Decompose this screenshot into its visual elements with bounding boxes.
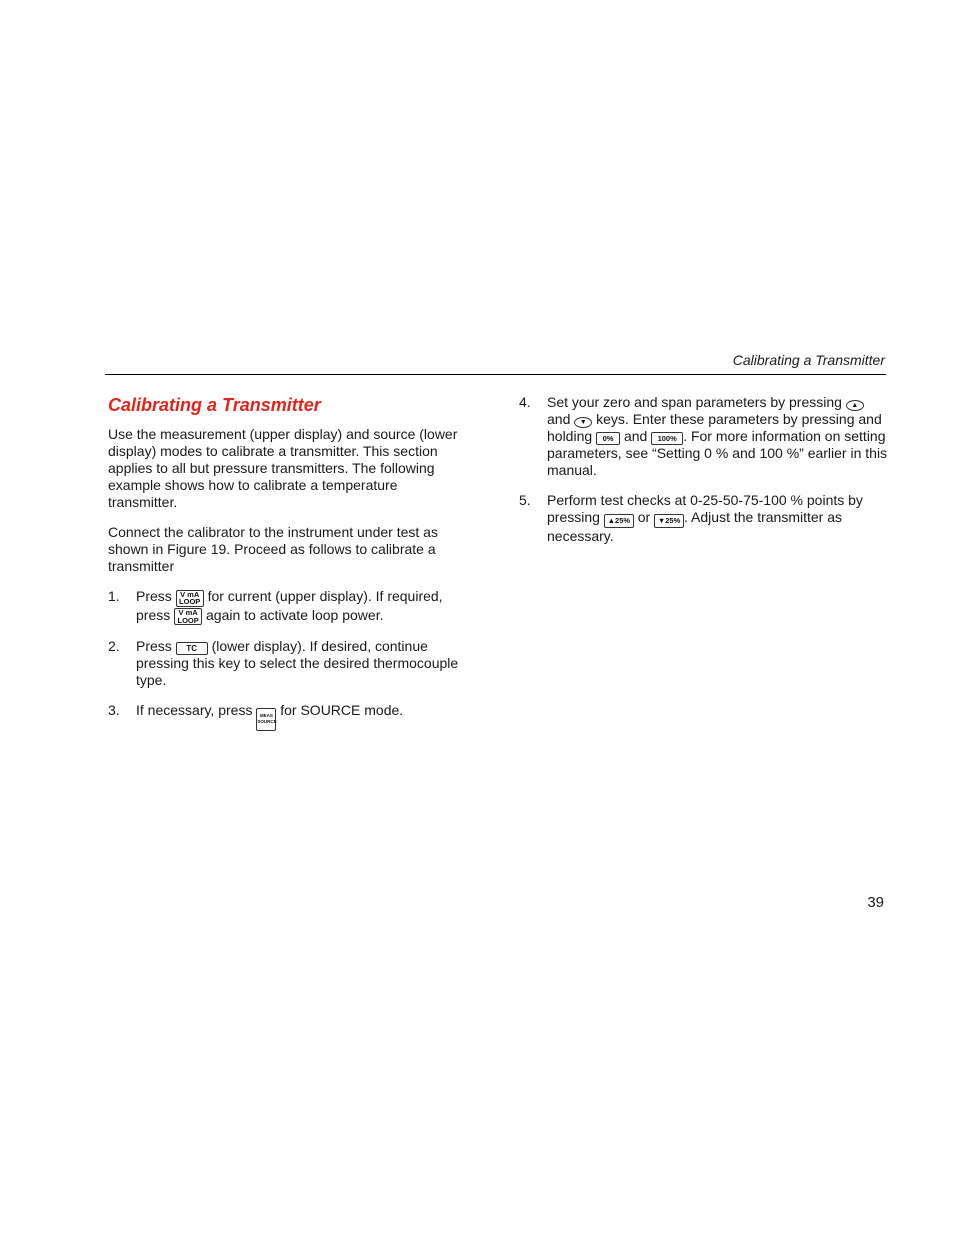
zero-percent-key-icon: 0% xyxy=(596,432,620,445)
step-up-25-key-icon: ▲25% xyxy=(604,514,634,528)
step-4 xyxy=(519,394,889,479)
step-text: Press xyxy=(136,588,172,604)
step-text: or xyxy=(637,509,651,525)
step-number: 1. xyxy=(108,588,120,604)
step-text: Press xyxy=(136,638,172,654)
vma-loop-key-icon: V mA LOOP xyxy=(174,608,202,625)
running-header: Calibrating a Transmitter xyxy=(732,352,885,368)
step-text: keys. Enter these parameters by pressing and holding xyxy=(547,411,882,444)
hundred-percent-key-icon: 100% xyxy=(651,432,683,445)
step-5 xyxy=(519,492,889,545)
tc-key-icon: TC xyxy=(176,642,208,655)
section-title: Calibrating a Transmitter xyxy=(108,395,321,415)
step-text: . For more information on setting parameters, see “Setting 0 % and 100 %” earlier in this manual. xyxy=(547,428,888,478)
step-text: and xyxy=(547,411,571,427)
step-text: . Adjust the transmitter as necessary. xyxy=(547,509,843,544)
step-3 xyxy=(108,702,468,731)
step-text: again to activate loop power. xyxy=(206,606,384,623)
vma-loop-key-icon: V mA LOOP xyxy=(176,590,204,607)
step-text: Set your zero and span parameters by pressing xyxy=(547,394,842,410)
step-1 xyxy=(108,588,468,625)
left-column xyxy=(108,426,468,744)
step-number: 5. xyxy=(519,492,531,508)
step-text: If necessary, press xyxy=(136,702,253,718)
intro-paragraph: Use the measurement (upper display) and source (lower display) modes to calibrate a transmitter. This section applies to all but pressure transmitters. The following example shows how to calibrate a temperature transmitter. xyxy=(108,426,458,510)
step-text: Perform test checks at 0-25-50-75-100 % points by pressing xyxy=(547,492,863,525)
step-number: 3. xyxy=(108,702,120,718)
step-number: 4. xyxy=(519,394,531,410)
step-text: for current (upper display). If required, press xyxy=(136,588,443,623)
up-arrow-key-icon: ▲ xyxy=(846,400,864,411)
step-number: 2. xyxy=(108,638,120,654)
step-2 xyxy=(108,638,468,689)
step-text: (lower display). If desired, continue pressing this key to select the desired thermocouple type. xyxy=(136,638,459,688)
down-arrow-key-icon: ▼ xyxy=(574,417,592,428)
right-column xyxy=(519,394,889,558)
meas-source-key-icon: MEAS SOURCE xyxy=(256,708,276,731)
intro-paragraph-2: Connect the calibrator to the instrument under test as shown in Figure 19. Proceed as follows to calibrate a transmitter xyxy=(108,524,438,574)
header-rule xyxy=(105,374,886,375)
page-number: 39 xyxy=(867,894,884,911)
step-down-25-key-icon: ▼25% xyxy=(654,514,684,528)
step-text: for SOURCE mode. xyxy=(280,702,404,718)
step-text: and xyxy=(623,428,648,444)
